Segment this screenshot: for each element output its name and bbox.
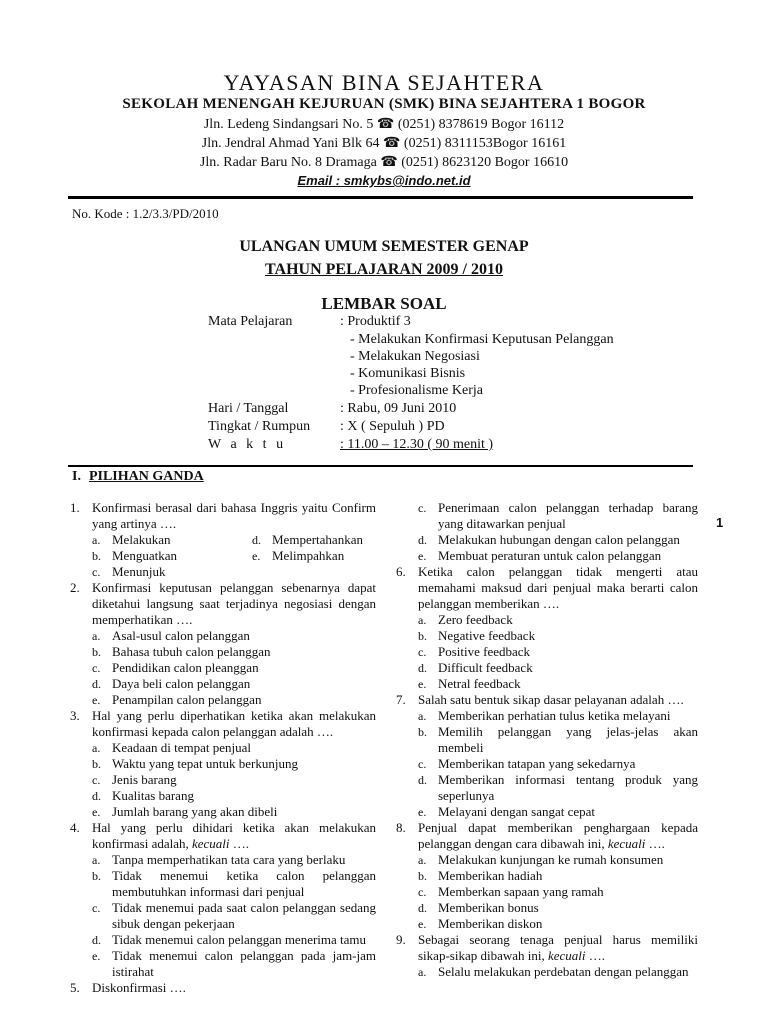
option-b[interactable] [418,628,698,644]
option-c[interactable] [92,660,376,676]
address-line-3: Jln. Radar Baru No. 8 Dramaga ☎ (0251) 8623120 Bogor 16610 [199,155,569,170]
option-letter: b. [418,629,427,643]
option-letter: a. [418,613,427,627]
option-text: Asal-usul calon pelanggan [112,628,250,643]
option-c[interactable] [92,900,376,932]
option-letter: d. [418,533,427,547]
option-b[interactable] [92,756,376,772]
option-letter: e. [252,549,261,563]
option-c[interactable] [92,772,376,788]
topic-item: - Profesionalisme Kerja [350,383,483,398]
option-e[interactable] [92,692,376,708]
option-text: Memberikan hadiah [438,868,543,883]
question-text [418,820,698,852]
option-text: Memberikan bonus [438,900,539,915]
option-letter: e. [418,805,427,819]
option-letter: e. [92,805,101,819]
topic-item: - Melakukan Konfirmasi Keputusan Pelanggan [350,332,614,347]
option-text: Melimpahkan [272,548,345,563]
question-text [418,932,698,964]
option-letter: b. [418,725,427,739]
question-number: 8. [396,820,406,835]
sheet-title: LEMBAR SOAL [321,294,447,313]
question-3 [70,708,376,740]
option-b[interactable] [92,548,252,564]
option-text: Membuat peraturan untuk calon pelanggan [438,548,662,563]
question-1 [70,500,376,532]
section-number: I. [72,469,81,484]
section-divider [68,465,693,467]
option-letter: b. [92,645,101,659]
option-text: Tanpa memperhatikan tata cara yang berlaku [112,852,346,867]
option-text: Keadaan di tempat penjual [112,740,251,755]
school-name: SEKOLAH MENENGAH KEJURUAN (SMK) BINA SEJAHTERA 1 BOGOR [122,96,646,112]
option-d[interactable] [92,932,376,948]
question-text-main: Hal yang perlu dihidari ketika akan melakukan konfirmasi adalah, [92,820,376,851]
option-e[interactable] [92,948,376,980]
option-c[interactable] [418,884,698,900]
option-d[interactable] [418,772,698,804]
option-e[interactable] [418,804,698,820]
option-letter: a. [418,709,427,723]
page-number: 1 [716,515,724,530]
option-letter: c. [418,645,427,659]
option-text: Melakukan [112,532,171,547]
question-text: Hal yang perlu diperhatikan ketika akan melakukan konfirmasi kepada calon pelanggan adalah …. [92,708,376,739]
option-letter: c. [418,757,427,771]
option-a[interactable] [92,532,252,548]
option-d[interactable] [418,532,698,548]
option-letter: d. [418,773,427,787]
option-text: Tidak menemui calon pelanggan pada jam-jam istirahat [112,948,376,979]
option-text: Positive feedback [438,644,531,659]
question-number: 9. [396,932,406,947]
question-text: Ketika calon pelanggan tidak mengerti atau memahami maksud dari penjual maka berarti calon pelanggan memberikan …. [418,564,698,611]
question-number: 1. [70,500,80,515]
option-text: Memilih pelanggan yang jelas-jelas akan membeli [438,724,698,755]
document-code: No. Kode : 1.2/3.3/PD/2010 [72,206,219,221]
option-d[interactable] [252,532,382,548]
address-line-2: Jln. Jendral Ahmad Yani Blk 64 ☎ (0251) 8311153Bogor 16161 [201,136,567,151]
option-text: Bahasa tubuh calon pelanggan [112,644,271,659]
option-letter: b. [92,757,101,771]
option-a[interactable] [418,708,698,724]
option-text: Jumlah barang yang akan dibeli [112,804,278,819]
option-text: Melayani dengan sangat cepat [438,804,596,819]
option-text: Memberikan informasi tentang produk yang seperlunya [438,772,698,803]
option-text: Mempertahankan [272,532,363,547]
option-text: Pendidikan calon pleanggan [112,660,259,675]
question-kecuali: kecuali [192,836,230,851]
option-d[interactable] [92,788,376,804]
question-dots: …. [229,836,250,851]
question-6 [396,564,698,612]
info-subject [208,314,411,330]
question-text: Konfirmasi keputusan pelanggan sebenarnya dapat diketahui langsung saat terjadinya negosiasi dengan memperhatikan …. [92,580,376,627]
option-e[interactable] [252,548,382,564]
address-line-1: Jln. Ledeng Sindangsari No. 5 ☎ (0251) 8378619 Bogor 16112 [203,117,565,132]
option-b[interactable] [418,868,698,884]
option-text: Memberikan perhatian tulus ketika melayani [438,708,671,723]
option-e[interactable] [418,676,698,692]
topic-item: - Komunikasi Bisnis [350,366,466,381]
option-a[interactable] [418,852,698,868]
option-letter: b. [92,869,101,883]
option-letter: e. [418,917,427,931]
question-5 [70,980,376,996]
option-d[interactable] [92,676,376,692]
option-a[interactable] [92,852,376,868]
option-letter: e. [92,949,101,963]
option-e[interactable] [418,548,698,564]
option-d[interactable] [418,900,698,916]
option-b[interactable] [92,868,376,900]
question-8 [396,820,698,852]
option-letter: b. [418,869,427,883]
option-letter: b. [92,549,101,563]
questions-left-column [70,500,376,996]
option-letter: d. [418,661,427,675]
question-dots: …. [645,836,665,851]
option-letter: a. [92,741,101,755]
foundation-name: YAYASAN BINA SEJAHTERA [223,70,545,95]
question-4 [70,820,376,852]
section-title: PILIHAN GANDA [88,469,204,484]
option-text: Selalu melakukan perdebatan dengan pelanggan [438,964,689,979]
option-letter: a. [92,533,101,547]
option-text: Memberikan diskon [438,916,543,931]
question-text: Konfirmasi berasal dari bahasa Inggris yaitu Confirm yang artinya …. [92,500,376,531]
option-text: Zero feedback [438,612,513,627]
option-text: Penerimaan calon pelanggan terhadap barang yang ditawarkan penjual [438,500,698,531]
section-heading [72,469,204,485]
question-text: Salah satu bentuk sikap dasar pelayanan adalah …. [418,692,684,707]
info-grade [208,419,445,435]
option-a[interactable] [92,628,376,644]
question-number: 2. [70,580,80,595]
header-divider [68,196,693,199]
info-label: Mata Pelajaran [208,314,293,329]
option-letter: e. [418,677,427,691]
option-c[interactable] [92,564,252,580]
option-letter: a. [418,853,427,867]
option-letter: c. [92,901,101,915]
question-number: 3. [70,708,80,723]
option-text: Tidak menemui pada saat calon pelanggan sedang sibuk dengan pekerjaan [112,900,376,931]
option-letter: d. [252,533,261,547]
option-c[interactable] [418,500,698,532]
option-text: Penampilan calon pelanggan [112,692,262,707]
question-number: 4. [70,820,80,835]
option-letter: a. [92,853,101,867]
option-text: Melakukan hubungan dengan calon pelanggan [438,532,680,547]
info-label: W a k t u [208,437,287,452]
info-value: : X ( Sepuluh ) PD [340,419,445,434]
academic-year: TAHUN PELAJARAN 2009 / 2010 [265,261,503,278]
option-a[interactable] [418,612,698,628]
option-text: Memberkan sapaan yang ramah [438,884,604,899]
option-letter: e. [92,693,101,707]
option-letter: d. [418,901,427,915]
option-e[interactable] [92,804,376,820]
option-text: Kualitas barang [112,788,194,803]
question-7 [396,692,698,708]
option-letter: a. [92,629,101,643]
option-d[interactable] [418,660,698,676]
option-letter: c. [92,565,101,579]
option-letter: a. [418,965,427,979]
question-1-options [92,532,376,580]
question-number: 7. [396,692,406,707]
option-letter: c. [92,773,101,787]
topic-item: - Melakukan Negosiasi [350,349,480,364]
option-a[interactable] [92,740,376,756]
option-text: Daya beli calon pelanggan [112,676,251,691]
option-text: Jenis barang [112,772,177,787]
option-letter: e. [418,549,427,563]
option-text: Memberikan tatapan yang sekedarnya [438,756,636,771]
option-letter: c. [92,661,101,675]
info-label: Hari / Tanggal [208,401,289,416]
option-text: Melakukan kunjungan ke rumah konsumen [438,852,664,867]
option-text: Difficult feedback [438,660,533,675]
question-number: 6. [396,564,406,579]
option-letter: d. [92,933,101,947]
option-b[interactable] [418,724,698,756]
option-text: Menguatkan [112,548,177,563]
question-number: 5. [70,980,80,995]
exam-title: ULANGAN UMUM SEMESTER GENAP [239,238,529,255]
option-letter: d. [92,789,101,803]
question-dots: …. [585,948,606,963]
option-letter: c. [418,885,427,899]
option-c[interactable] [418,644,698,660]
question-2 [70,580,376,628]
option-c[interactable] [418,756,698,772]
info-time [208,437,493,453]
option-text: Tidak menemui calon pelanggan menerima tamu [112,932,367,947]
questions-right-column [396,500,698,980]
info-date [208,401,456,417]
option-letter: d. [92,677,101,691]
option-text: Menunjuk [112,564,166,579]
option-e[interactable] [418,916,698,932]
info-value: : Produktif 3 [340,314,411,329]
question-text-main: Penjual dapat memberikan penghargaan kepada pelanggan dengan cara dibawah ini, [418,820,698,851]
option-text: Tidak menemui ketika calon pelanggan membutuhkan informasi dari penjual [112,868,376,899]
option-text: Negative feedback [438,628,536,643]
email-link[interactable]: Email : smkybs@indo.net.id [297,173,471,188]
info-value: : Rabu, 09 Juni 2010 [340,401,457,416]
question-text-main: Sebagai seorang tenaga penjual harus memiliki sikap-sikap dibawah ini, [418,932,698,963]
question-kecuali: kecuali [547,948,586,963]
option-letter: c. [418,501,427,515]
question-kecuali: kecuali [607,836,646,851]
question-text [92,820,376,852]
info-value: : 11.00 – 12.30 ( 90 menit ) [340,437,494,452]
option-text: Waktu yang tepat untuk berkunjung [112,756,298,771]
option-a[interactable] [418,964,698,980]
question-9 [396,932,698,964]
question-text: Diskonfirmasi …. [92,980,186,995]
option-text: Netral feedback [438,676,521,691]
info-label: Tingkat / Rumpun [208,419,311,434]
option-b[interactable] [92,644,376,660]
